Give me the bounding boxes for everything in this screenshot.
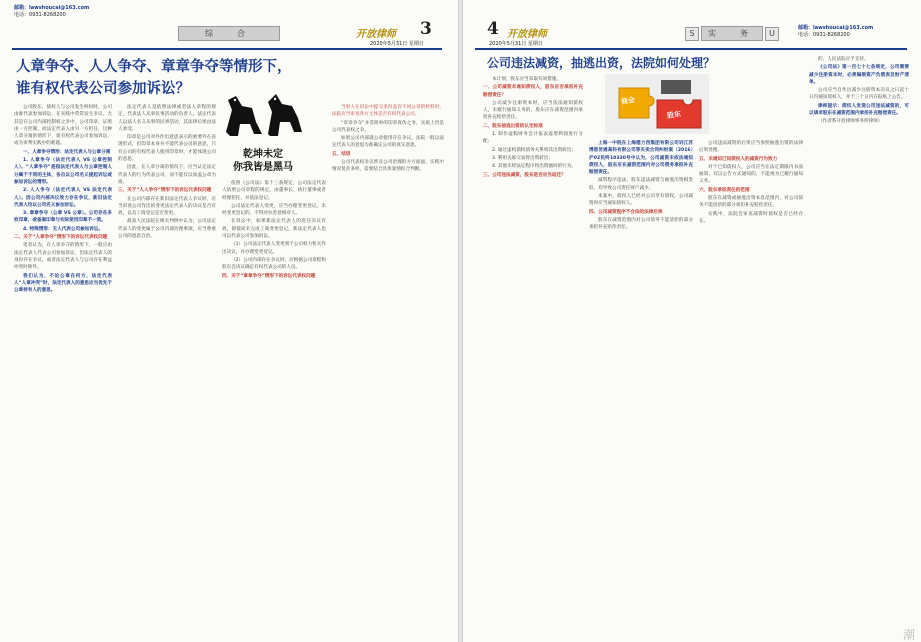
right-c1-p1: 一、公司减资未通知债权人，股东应否承担补充赔偿责任？ <box>483 85 583 98</box>
right-c2-p3: 四、公司减资程序不合法的法律后果 <box>589 209 663 215</box>
right-c4-p3: 律师提示：债权人发现公司违法减资的，可以请求股东在减资范围内承担补充赔偿责任。 <box>809 103 909 117</box>
right-header-rule <box>475 48 907 50</box>
left-c3-p2: 在诉讼中，如果新法定代表人的选任决议有效，即使尚未完成工商变更登记，新法定代表人也可以代表公司参加诉讼。 <box>222 219 326 240</box>
puzzle-label-2: 股东 <box>666 110 682 120</box>
right-c1-p5: 2. 通过虚构债权债务关系将其出资转出； <box>492 147 576 153</box>
left-c1-p3: 2. 人人争夺（法定代表人 VS 法定代表人）。因公司内部决议效力存在争议，新旧法定代表人均以公司名义参加诉讼。 <box>14 188 112 208</box>
cartoon-caption-line2: 你我皆是黑马 <box>233 162 293 173</box>
right-column-4 <box>809 56 909 634</box>
left-c2-p3: 三、关于“人人争夺”情形下的诉讼代表权问题 <box>118 188 212 194</box>
right-c1-p2: 公司减少注册资本时，应当依法通知债权人，未履行通知义务的，股东应在减资范围内承担补充赔偿责任。 <box>483 100 583 121</box>
left-c2-p2: 因此，在人章分离的情况下，应当认定法定代表人的行为代表公司，而不能仅以加盖公章为准。 <box>118 165 216 185</box>
right-header-email: 邮箱：lawshoucai@163.com <box>798 25 874 31</box>
left-c1-p4: 3. 章章争夺（公章 VS 公章）。公司存在多枚印章，或备案印章与实际使用印章不一致。 <box>14 211 112 224</box>
left-section-bar: 综 合 <box>178 26 280 41</box>
right-c4-p4: （作者系开放律师事务所律师） <box>818 119 883 125</box>
u-icon: U <box>765 27 779 41</box>
left-c3-p4: （2）公司内部存在争议时，应根据公司章程和股东会决议确定有权代表公司的人员。 <box>222 257 326 271</box>
left-c4-p4: 公司代表权争议涉及公司治理的方方面面，实践中情况复杂多样，需要结合具体案情综合判断。 <box>332 160 444 173</box>
right-date: 2020年5月31日 星期日 <box>489 41 543 47</box>
left-header-phone: 电话：0931-8268200 <box>14 12 66 18</box>
left-c4-p3: 五、结语 <box>332 151 351 157</box>
right-c4-p0: 的，人民法院应予支持。 <box>818 57 869 62</box>
left-column-1 <box>14 104 112 634</box>
left-column-2 <box>118 104 216 634</box>
right-column-2 <box>589 140 693 634</box>
right-c1-p4: 1. 制作虚假财务会计报表虚增利润进行分配； <box>483 132 583 145</box>
right-column-3 <box>699 140 803 634</box>
left-date: 2020年5月31日 星期日 <box>370 41 424 47</box>
left-header-rule <box>12 48 442 50</box>
left-column-4 <box>332 104 444 634</box>
left-c1-p7: 笔者认为，在人章争夺的情形下，一般应由法定代表人代表公司参加诉讼，但法定代表人的身份存在争议，或者法定代表人与公司存在利益冲突时除外。 <box>14 243 112 271</box>
left-c1-p2: 1. 人章争夺（法定代表人 VS 公章控制人）。“人章争夺”是指法定代表人与公章控制人分属于不同的主体，各自以公司名义提起诉讼或参加诉讼的情形。 <box>14 158 112 185</box>
left-c2-p1: 印章是公司对外作出意思表示的重要外在表现形式，但印章本身并不能代表公司的意思，只有公司的有权代表人使用印章时，才能体现公司的意思。 <box>118 135 216 163</box>
left-column-3 <box>222 180 326 634</box>
left-page-number: 3 <box>420 19 432 39</box>
right-column-1 <box>483 76 583 634</box>
right-c3-p2: 对于已知债权人，公司应当在法定期限内书面通知，仅以公告方式通知的，不能视为已履行通知义务。 <box>699 164 803 185</box>
left-c2-p4: 在公司内部存在新旧法定代表人争议时，应当审查公司作出的变更法定代表人的决议是否有效，以及工商登记是否变更。 <box>118 196 216 217</box>
left-c1-p1: 一、人章争夺情形：法定代表人与公章分离 <box>23 149 111 155</box>
right-c3-p4: 股东在减资或抽逃出资本息范围内，对公司债务不能清偿的部分承担补充赔偿责任。 <box>699 196 803 209</box>
newspaper-page-right <box>463 0 921 642</box>
left-c1-p8: 我们认为，不论公章在何方，法定代表人“人章冲突”时，法定代表人的意思应当优先于公章持有人的意思。 <box>14 273 112 294</box>
left-title-line2: 谁有权代表公司参加诉讼？ <box>16 80 190 97</box>
puzzle-image <box>605 74 709 134</box>
horse-cartoon-icon <box>218 82 308 144</box>
left-c4-p0: 当事人在诉讼中提交多份盖有不同公章的材料时，法院应当审查各方主体是否有权代表公司。 <box>332 105 444 118</box>
right-c2-p0: 上海一中院在上海德力西集团有限公司诉江苏博恩世通高科有限公司等买卖合同纠纷案（2016）沪02民终10330号中认为，公司减资未依法通知债权人，股东应在减资范围内对公司债务承担补充赔偿责任。 <box>589 141 693 176</box>
puzzle-label-1: 商会 <box>620 96 636 106</box>
left-title-line1: 人章争夺、人人争夺、章章争夺等情形下， <box>16 58 292 75</box>
newspaper-page-left <box>0 0 458 642</box>
right-c2-p4: 股东在减资范围内对公司债务不能清偿的部分承担补充赔偿责任。 <box>589 217 693 231</box>
left-header-contact <box>14 5 89 19</box>
right-c3-p0: 公司违法减资的后果应当参照抽逃出资的法律后果处理。 <box>699 141 803 154</box>
right-c4-p2: 公司应当自作出减少注册资本决议之日起十日内通知债权人，并于三十日内在报纸上公告。 <box>809 88 909 101</box>
left-c2-p0: 法定代表人是依照法律或者法人章程的规定，代表法人从事民事活动的负责人。法定代表人以法人名义从事的民事活动，其法律后果由法人承受。 <box>118 105 216 132</box>
footer-stamp: 潮 <box>903 628 916 642</box>
right-c3-p1: 五、未通知已知债权人的减资行为效力 <box>699 156 778 162</box>
right-header-phone: 电话：0931-8268200 <box>798 32 850 38</box>
left-c4-p1: “章章争夺”并非简单的印章真伪之争，实质上仍是公司代表权之争。 <box>332 120 444 133</box>
left-header-email: 邮箱：lawshoucai@163.com <box>14 5 90 11</box>
right-brand-logo: 开放律师 <box>507 29 547 40</box>
left-c1-p5: 4. 特殊情形：无人代表公司参加诉讼。 <box>23 226 104 232</box>
left-c3-p0: 依照《公司法》第十三条规定，公司法定代表人依照公司章程的规定，由董事长、执行董事或者经理担任，并依法登记。 <box>222 181 326 201</box>
left-brand-logo: 开放律师 <box>356 29 396 40</box>
left-c1-p6: 二、关于“人章争夺”情形下的诉讼代表权问题 <box>14 235 108 241</box>
right-c2-p2: 本案中，债权人已经对公司享有债权，公司减资时应当通知债权人。 <box>589 194 693 207</box>
right-c1-p6: 3. 利用关联交易将出资转出； <box>492 155 553 161</box>
left-c4-p2: 如果公司内部就公章使用存在争议，法院一般以法定代表人的意思为准确定公司的真实意思。 <box>332 136 444 149</box>
cartoon-illustration <box>218 82 308 174</box>
right-c3-p3: 六、股东承担责任的范围 <box>699 187 750 193</box>
right-c1-p8: 三、公司违法减资，股东是否应当返还？ <box>483 172 566 178</box>
right-section-bar: 实 务 <box>701 26 763 41</box>
s-icon: S <box>685 27 699 41</box>
right-c2-p1: 减资程序违法，股东违法减资与抽逃出资相类似，均导致公司责任财产减少。 <box>589 178 693 191</box>
right-c1-p3: 二、股东抽逃出资的认定标准 <box>483 123 543 129</box>
right-c4-p1: 《公司法》第一百七十七条规定，公司需要减少注册资本时，必须编制资产负债表及财产清单。 <box>809 65 909 85</box>
left-c2-p5: 最高人民法院在相关判例中认为，公司法定代表人的变更属于公司内部治理事项，应当尊重公司的意思自治。 <box>118 219 216 240</box>
right-page-number: 4 <box>487 19 499 39</box>
right-c1-p7: 4. 其他未经法定程序将出资抽回的行为。 <box>492 164 576 170</box>
cartoon-caption-line1: 乾坤未定 <box>243 149 283 160</box>
right-c1-p0: 本计划，股东应当采取有效措施。 <box>492 77 561 82</box>
left-c1-p0: 公司股东、债权人与公司发生纠纷时，公司由谁代表参加诉讼，在实践中常常发生争议。尤其是在公司内部控制权之争中，公司印章、证照由一方控制，而法定代表人由另一方担任，这种人章分离的情形下，谁有权代表公司参加诉讼，成为审判实践中的难题。 <box>14 105 112 147</box>
left-c3-p1: 公司法定代表人变更，应当办理变更登记。未经变更登记的，不得对抗善意相对人。 <box>222 203 326 217</box>
left-c3-p3: （1）公司法定代表人变更须于公司权力机关作出决议，并办理变更登记。 <box>222 242 326 255</box>
right-header-contact <box>798 25 873 39</box>
right-c3-p5: 实践中，法院会审查减资时债权是否已经存在。 <box>699 211 803 224</box>
left-c3-p5: 四、关于“章章争夺”情形下的诉讼代表权问题 <box>222 273 316 279</box>
right-article-title: 公司违法减资，抽逃出资，法院如何处理？ <box>487 56 716 70</box>
